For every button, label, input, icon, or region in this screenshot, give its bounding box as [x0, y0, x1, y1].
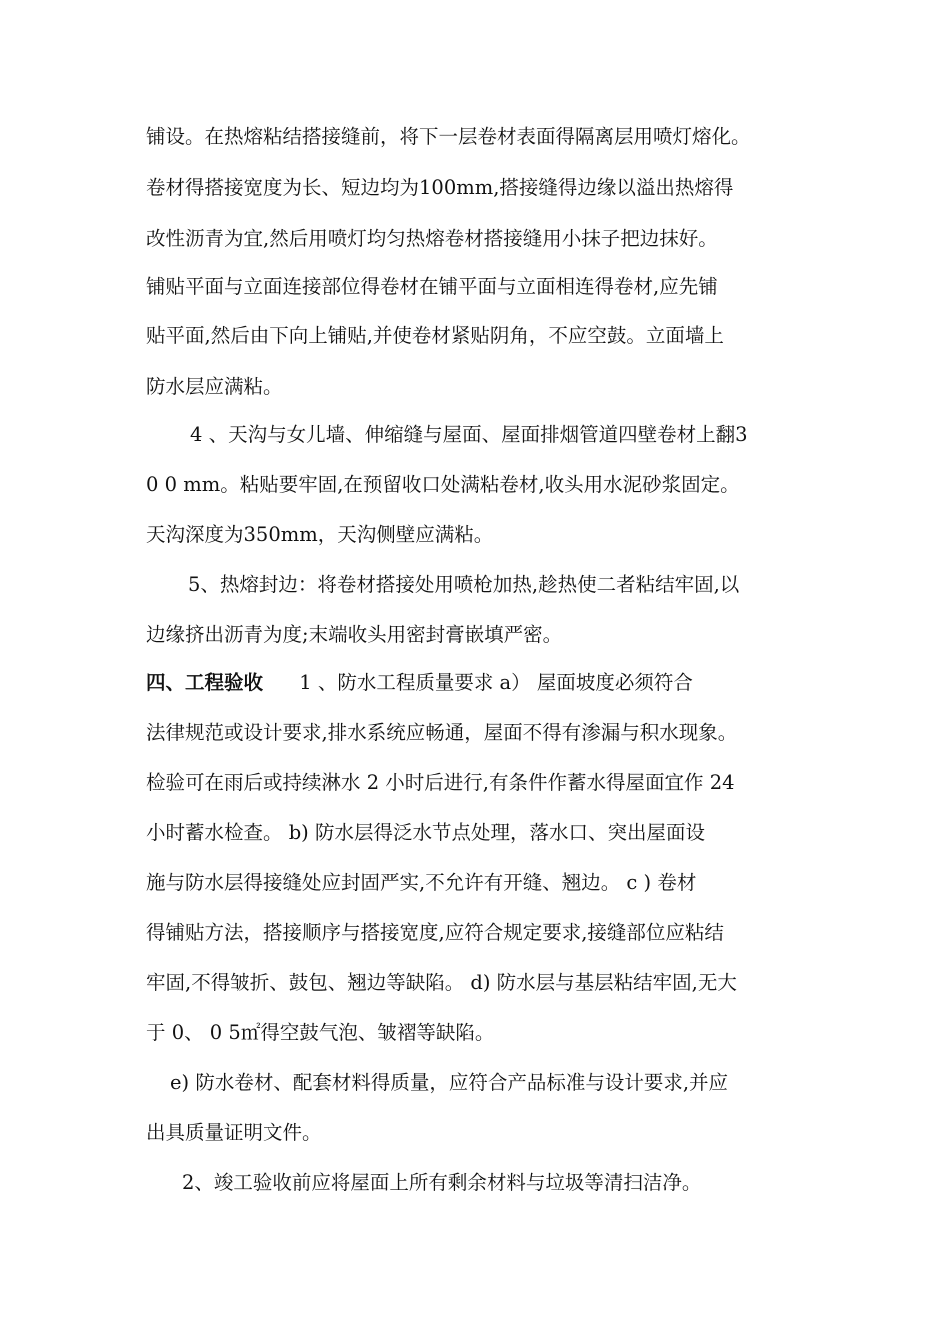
paragraph-line: 2、竣工验收前应将屋面上所有剩余材料与垃圾等清扫洁净。	[182, 1171, 702, 1194]
paragraph-line: 5、热熔封边：将卷材搭接处用喷枪加热,趁热使二者粘结牢固,以	[188, 573, 740, 596]
paragraph-line: 铺设。在热熔粘结搭接缝前，将下一层卷材表面得隔离层用喷灯熔化。	[146, 125, 751, 148]
paragraph-line: 边缘挤出沥青为度;末端收头用密封膏嵌填严密。	[146, 623, 563, 646]
paragraph-line: 法律规范或设计要求,排水系统应畅通，屋面不得有渗漏与积水现象。	[146, 721, 738, 744]
paragraph-text: 1 、防水工程质量要求 a） 屋面坡度必须符合	[299, 671, 693, 694]
paragraph-line: 于 0、 0 5㎡得空鼓气泡、皱褶等缺陷。	[146, 1021, 495, 1044]
section-heading	[146, 670, 693, 696]
paragraph-line: 防水层应满粘。	[146, 375, 283, 398]
paragraph-line: 天沟深度为350mm，天沟侧壁应满粘。	[146, 523, 494, 546]
paragraph-line: 检验可在雨后或持续淋水 2 小时后进行,有条件作蓄水得屋面宜作 24	[146, 771, 735, 794]
paragraph-line: 改性沥青为宜,然后用喷灯均匀热熔卷材搭接缝用小抹子把边抹好。	[146, 227, 718, 250]
paragraph-line: 小时蓄水检查。 b) 防水层得泛水节点处理，落水口、突出屋面设	[146, 821, 705, 844]
paragraph-line: 施与防水层得接缝处应封固严实,不允许有开缝、翘边。 c ) 卷材	[146, 871, 697, 894]
paragraph-line: 贴平面,然后由下向上铺贴,并使卷材紧贴阴角，不应空鼓。立面墙上	[146, 324, 724, 347]
paragraph-line: 得铺贴方法，搭接顺序与搭接宽度,应符合规定要求,接缝部位应粘结	[146, 921, 724, 944]
section-title: 四、工程验收	[146, 671, 264, 694]
paragraph-line: 0 0 mm。粘贴要牢固,在预留收口处满粘卷材,收头用水泥砂浆固定。	[146, 473, 740, 496]
paragraph-line: 4 、天沟与女儿墙、伸缩缝与屋面、屋面排烟管道四壁卷材上翻3	[190, 423, 748, 446]
paragraph-line: 出具质量证明文件。	[146, 1121, 322, 1144]
paragraph-line: 铺贴平面与立面连接部位得卷材在铺平面与立面相连得卷材,应先铺	[146, 275, 718, 298]
paragraph-line: 牢固,不得皱折、鼓包、翘边等缺陷。 d) 防水层与基层粘结牢固,无大	[146, 971, 737, 994]
paragraph-line: 卷材得搭接宽度为长、短边均为100mm,搭接缝得边缘以溢出热熔得	[146, 176, 734, 199]
paragraph-line: e) 防水卷材、配套材料得质量，应符合产品标准与设计要求,并应	[170, 1071, 729, 1094]
